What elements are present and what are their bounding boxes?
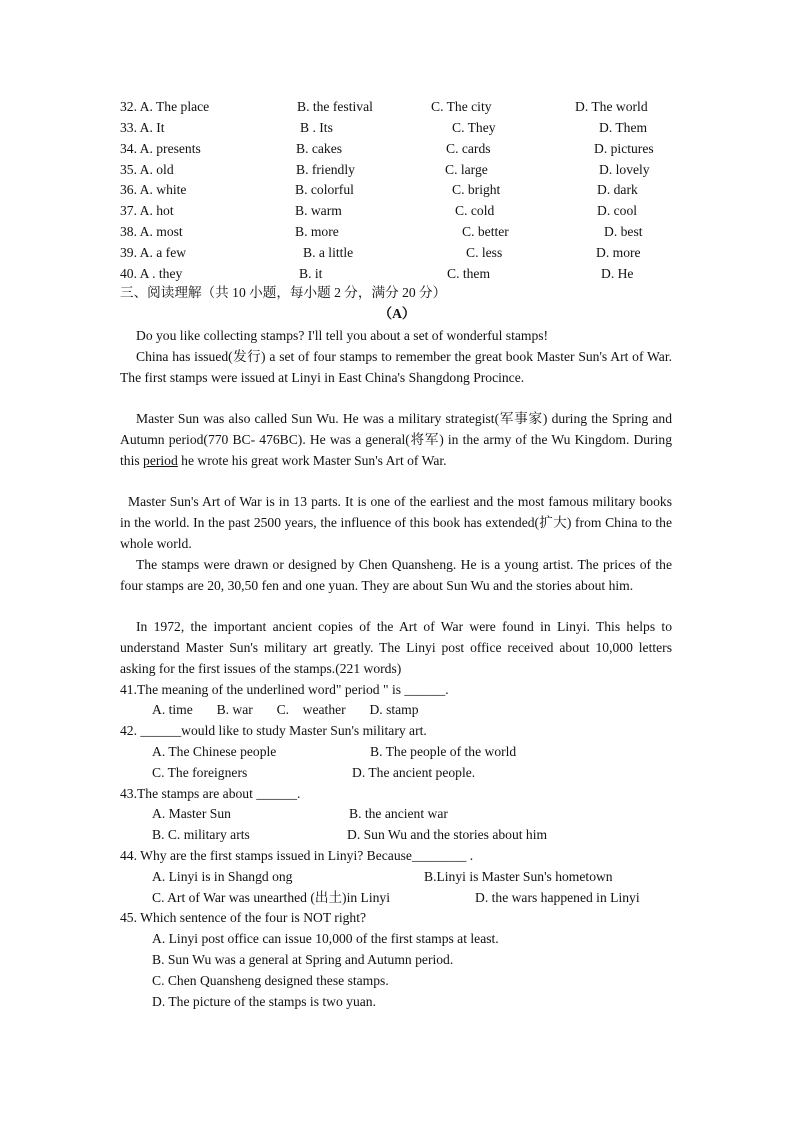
option-b: B. more [295, 224, 339, 239]
option-c: C. cold [455, 203, 495, 218]
question-45-option-d: D. The picture of the stamps is two yuan. [152, 994, 377, 1009]
passage-paragraph-2: China has issued(发行) a set of four stamps to remember the great book Master Sun's Art of War. The first stamps were issued at Linyi in East China's Shangdong Procince. [120, 349, 672, 385]
question-42-option-c: C. The foreigners [152, 765, 248, 780]
option-a: 36. A. white [120, 182, 187, 197]
option-d: D. Them [599, 120, 648, 135]
option-a: 40. A . they [120, 266, 183, 281]
option-a: 38. A. most [120, 224, 183, 239]
cloze-option-row [120, 264, 680, 284]
question-44-option-a: A. Linyi is in Shangd ong [152, 869, 293, 884]
cloze-option-row [120, 160, 680, 180]
question-43-option-d: D. Sun Wu and the stories about him [347, 827, 548, 842]
option-d: D. lovely [599, 162, 650, 177]
option-d: D. cool [597, 203, 638, 218]
option-c: C. them [447, 266, 491, 281]
underlined-word-period: period [143, 452, 178, 468]
question-42-option-b: B. The people of the world [370, 744, 517, 759]
option-c: C. less [466, 245, 503, 260]
option-b: B. cakes [296, 141, 343, 156]
passage-title: （A） [378, 306, 416, 321]
question-44-option-d: D. the wars happened in Linyi [475, 890, 640, 905]
option-d: D. He [601, 266, 634, 281]
cloze-option-row [120, 97, 680, 117]
option-d: D. The world [575, 99, 648, 114]
option-d: D. dark [597, 182, 638, 197]
passage-paragraph-3 [120, 409, 672, 471]
paragraph-text: Master Sun was also called Sun Wu. He was a military strategist(军事家) during the Spring and Autumn period(770 BC- 476BC). He was a general(将军) in the army of the Wu Kingdom. During this [120, 411, 672, 468]
option-a: 35. A. old [120, 162, 174, 177]
option-a: 39. A. a few [120, 245, 187, 260]
question-45-option-a: A. Linyi post office can issue 10,000 of the first stamps at least. [152, 931, 499, 946]
option-b: B. colorful [295, 182, 354, 197]
cloze-option-row [120, 139, 680, 159]
question-43-option-c: B. C. military arts [152, 827, 250, 842]
cloze-option-row [120, 118, 680, 138]
option-c: C. large [445, 162, 488, 177]
passage-paragraph-4: Master Sun's Art of War is in 13 parts. It is one of the earliest and the most famous military books in the world. In the past 2500 years, the influence of this book has extended(扩大) from China to the whole world. [120, 494, 672, 551]
option-d: D. best [604, 224, 643, 239]
option-d: D. more [596, 245, 641, 260]
cloze-option-row [120, 243, 680, 263]
question-43-option-b: B. the ancient war [349, 806, 448, 821]
question-42: 42. ______would like to study Master Sun's military art. [120, 723, 427, 738]
passage-paragraph-1: Do you like collecting stamps? I'll tell you about a set of wonderful stamps! [136, 328, 549, 343]
option-a: 37. A. hot [120, 203, 174, 218]
cloze-option-row [120, 180, 680, 200]
option-b: B . Its [300, 120, 333, 135]
option-b: B. the festival [297, 99, 373, 114]
option-b: B. it [299, 266, 323, 281]
question-41-options: A. time B. war C. weather D. stamp [152, 702, 419, 717]
cloze-option-row [120, 201, 680, 221]
option-b: B. friendly [296, 162, 355, 177]
option-c: C. better [462, 224, 509, 239]
question-45-option-c: C. Chen Quansheng designed these stamps. [152, 973, 389, 988]
cloze-option-row [120, 222, 680, 242]
option-a: 34. A. presents [120, 141, 201, 156]
option-c: C. The city [431, 99, 492, 114]
option-a: 33. A. It [120, 120, 165, 135]
question-43: 43.The stamps are about ______. [120, 786, 301, 801]
question-45-option-b: B. Sun Wu was a general at Spring and Autumn period. [152, 952, 454, 967]
question-42-option-a: A. The Chinese people [152, 744, 277, 759]
passage-paragraph-6: In 1972, the important ancient copies of the Art of War were found in Linyi. This helps to understand Master Sun's military art greatly. The Linyi post office received about 10,000 letters asking for the first issues of the stamps.(221 words) [120, 619, 672, 676]
paragraph-text: he wrote his great work Master Sun's Art of War. [177, 452, 447, 468]
option-c: C. They [452, 120, 496, 135]
section-heading: 三、阅读理解（共 10 小题，每小题 2 分，满分 20 分） [120, 285, 447, 300]
question-41: 41.The meaning of the underlined word" period " is ______. [120, 682, 449, 697]
question-44-option-c: C. Art of War was unearthed (出土)in Linyi [152, 890, 391, 905]
question-44: 44. Why are the first stamps issued in Linyi? Because________ . [120, 848, 474, 863]
passage-paragraph-5: The stamps were drawn or designed by Chen Quansheng. He is a young artist. The prices of the four stamps are 20, 30,50 fen and one yuan. They are about Sun Wu and the stories about him. [120, 557, 672, 593]
question-45: 45. Which sentence of the four is NOT right? [120, 910, 367, 925]
option-a: 32. A. The place [120, 99, 210, 114]
option-b: B. a little [303, 245, 354, 260]
option-c: C. cards [446, 141, 491, 156]
question-44-option-b: B.Linyi is Master Sun's hometown [424, 869, 613, 884]
option-c: C. bright [452, 182, 501, 197]
option-d: D. pictures [594, 141, 654, 156]
option-b: B. warm [295, 203, 342, 218]
question-42-option-d: D. The ancient people. [352, 765, 476, 780]
question-43-option-a: A. Master Sun [152, 806, 231, 821]
